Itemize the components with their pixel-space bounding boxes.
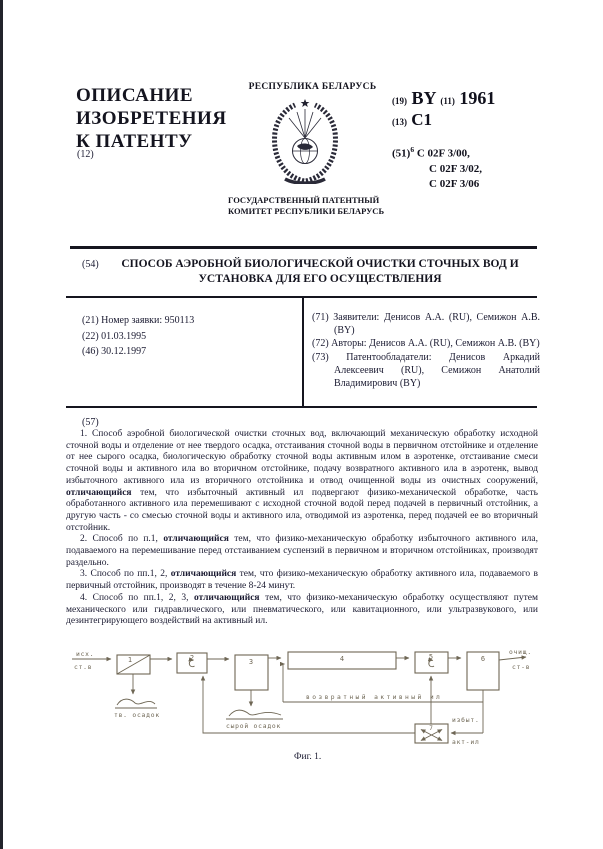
biblio-left-column bbox=[82, 313, 194, 360]
ipc-class: C 02F 3/00, bbox=[416, 147, 470, 160]
claim-keyword: отличающийся bbox=[66, 487, 132, 498]
filing-date: (22) 01.03.1995 bbox=[82, 330, 147, 342]
office-line: ГОСУДАРСТВЕННЫЙ ПАТЕНТНЫЙ bbox=[228, 195, 380, 205]
inid-code-11: (11) bbox=[440, 96, 455, 106]
claim-keyword: отличающийся bbox=[170, 569, 237, 580]
claim-text: тем, что физико-механическую обработку активного ила, подаваемого в первичный отстойник, производят в течение 8-24 минут. bbox=[66, 569, 538, 592]
inid-code-12: (12) bbox=[77, 149, 94, 160]
excess-sludge-label-2: акт-ил bbox=[452, 739, 480, 746]
title-line-1: СПОСОБ АЭРОБНОЙ БИОЛОГИЧЕСКОЙ ОЧИСТКИ СТОЧНЫХ ВОД И bbox=[121, 258, 519, 270]
block-2-number: 2 bbox=[189, 654, 195, 662]
block-4-number: 4 bbox=[339, 655, 345, 663]
mixer-recycle-icon bbox=[429, 660, 434, 666]
block-5-number: 5 bbox=[428, 653, 434, 661]
inid-code-57: (57) bbox=[82, 417, 99, 428]
claim-text: тем, что физико-механическую обработку осуществляют путем механического или гидравлического, или пневматического, или кавитационного, или ультразвукового, или дезинтегрирующего воздействий на активный ил. bbox=[66, 592, 538, 627]
belarus-emblem-icon bbox=[267, 96, 343, 184]
return-sludge-label: возвратный активный ил bbox=[306, 694, 443, 701]
inid-code-13: (13) bbox=[392, 117, 407, 127]
claim-keyword: отличающийся bbox=[194, 592, 260, 603]
solid-sludge-label: тв. осадок bbox=[114, 712, 160, 719]
ipc-line-1 bbox=[392, 142, 482, 162]
application-number: (21) Номер заявки: 950113 bbox=[82, 315, 195, 326]
ipc-class: C 02F 3/06 bbox=[429, 177, 480, 190]
publication-number-line bbox=[392, 88, 495, 109]
claim-1 bbox=[66, 429, 538, 534]
invention-title bbox=[110, 257, 530, 286]
claims-text bbox=[66, 429, 538, 628]
emblem-star bbox=[301, 99, 310, 107]
claim-keyword: отличающийся bbox=[163, 534, 229, 545]
ipc-class: C 02F 3/02, bbox=[429, 162, 483, 175]
block-6-number: 6 bbox=[480, 655, 486, 663]
block-7-number: 7 bbox=[429, 725, 433, 732]
doc-type-line: ОПИСАНИЕ bbox=[76, 85, 194, 106]
claim-text: тем, что избыточный активный ил подвергают физико-механической обработке, часть обработанного активного ила перемешивают с исходной сточной водой перед подачей в первичный отстойник, а другую часть - со смесью сточной воды и активного ила, отводимой из аэротенка, перед подачей ее во вторичный отстойник. bbox=[66, 487, 538, 533]
patent-office-name bbox=[228, 195, 396, 216]
claim-2 bbox=[66, 534, 538, 569]
inid-code-19: (19) bbox=[392, 96, 407, 106]
vertical-divider-biblio bbox=[302, 296, 304, 408]
emblem-sun-rays bbox=[289, 109, 321, 138]
excess-sludge-label-1: избыт. bbox=[452, 717, 480, 724]
inid-code-51: (51) bbox=[392, 147, 411, 160]
outlet-flow-arrow bbox=[499, 657, 526, 660]
biblio-right-column bbox=[312, 311, 540, 390]
claim-4 bbox=[66, 593, 538, 628]
inid-code-54: (54) bbox=[82, 259, 99, 270]
inlet-label-2: ст.в bbox=[74, 664, 93, 671]
block-1-number: 1 bbox=[127, 656, 133, 664]
figure-caption: Фиг. 1. bbox=[294, 752, 322, 762]
return-sludge-inlet bbox=[283, 664, 285, 702]
outlet-label-1: очищ. bbox=[509, 649, 532, 656]
ipc-edition-sup: 6 bbox=[410, 145, 415, 154]
document-type-heading bbox=[76, 84, 227, 153]
claim-text: 1. Способ аэробной биологической очистки сточных вод, включающий механическую обработку исходной сточной воды и отделение от нее твердого осадка, отстаивания сточной воды в первичном отстойнике и отделение от нее сырого осадка, биологическую обработку сточной воды активным илом в аэротенке, отстаивание смеси сточной воды и активного ила во вторичном отстойнике, подачу возвратного активного ила в аэротенк, вывод избыточного активного ила из вторичного отстойника и отвод очищенной воды из очистных сооружений, bbox=[66, 429, 538, 486]
publication-number: 1961 bbox=[459, 88, 496, 108]
publication-date: (46) 30.12.1997 bbox=[82, 346, 147, 357]
country-name: РЕСПУБЛИКА БЕЛАРУСЬ bbox=[248, 82, 377, 92]
screen-diagonal bbox=[117, 655, 150, 674]
kind-code: C1 bbox=[411, 110, 433, 129]
doc-type-line: К ПАТЕНТУ bbox=[76, 131, 193, 152]
block-3-number: 3 bbox=[248, 658, 254, 666]
claim-text: 3. Способ по пп.1, 2, bbox=[80, 569, 171, 580]
kind-code-line bbox=[392, 110, 432, 130]
patent-holders: (73) Патентообладатели: Денисов Аркадий Алексеевич (RU), Семижон Анатолий Владимирович (BY) bbox=[312, 351, 540, 390]
title-line-2: УСТАНОВКА ДЛЯ ЕГО ОСУЩЕСТВЛЕНИЯ bbox=[198, 272, 442, 285]
horizontal-rule-top bbox=[70, 246, 537, 249]
emblem-ribbon bbox=[285, 179, 325, 183]
outlet-label-2: ст-в bbox=[512, 664, 531, 671]
ipc-classification bbox=[392, 142, 482, 192]
scan-edge-artifact bbox=[0, 0, 3, 849]
doc-type-line: ИЗОБРЕТЕНИЯ bbox=[76, 108, 227, 129]
claim-text: тем, что физико-механическую обработку избыточного активного ила, подаваемого на перемешивание перед отстаиванием суспензий в первичном и вторичном отстойниках, производят раздельно. bbox=[66, 534, 539, 568]
office-line: КОМИТЕТ РЕСПУБЛИКИ БЕЛАРУСЬ bbox=[228, 205, 385, 216]
authors: (72) Авторы: Денисов А.А. (RU), Семижон А.В. (BY) bbox=[312, 338, 540, 350]
claim-text: 4. Способ по пп.1, 2, 3, bbox=[80, 592, 195, 603]
inlet-label-1: исх. bbox=[76, 651, 95, 658]
claim-3 bbox=[66, 569, 538, 592]
solid-sludge-mound bbox=[117, 699, 155, 705]
country-code: BY bbox=[411, 88, 436, 108]
claim-text: 2. Способ по п.1, bbox=[80, 534, 164, 545]
raw-sludge-label: сырой осадок bbox=[226, 723, 282, 730]
horizontal-rule-biblio-bottom bbox=[66, 406, 537, 408]
applicants: (71) Заявители: Денисов А.А. (RU), Семижон А.В. (BY) bbox=[312, 312, 540, 337]
raw-sludge-mound bbox=[229, 710, 281, 716]
